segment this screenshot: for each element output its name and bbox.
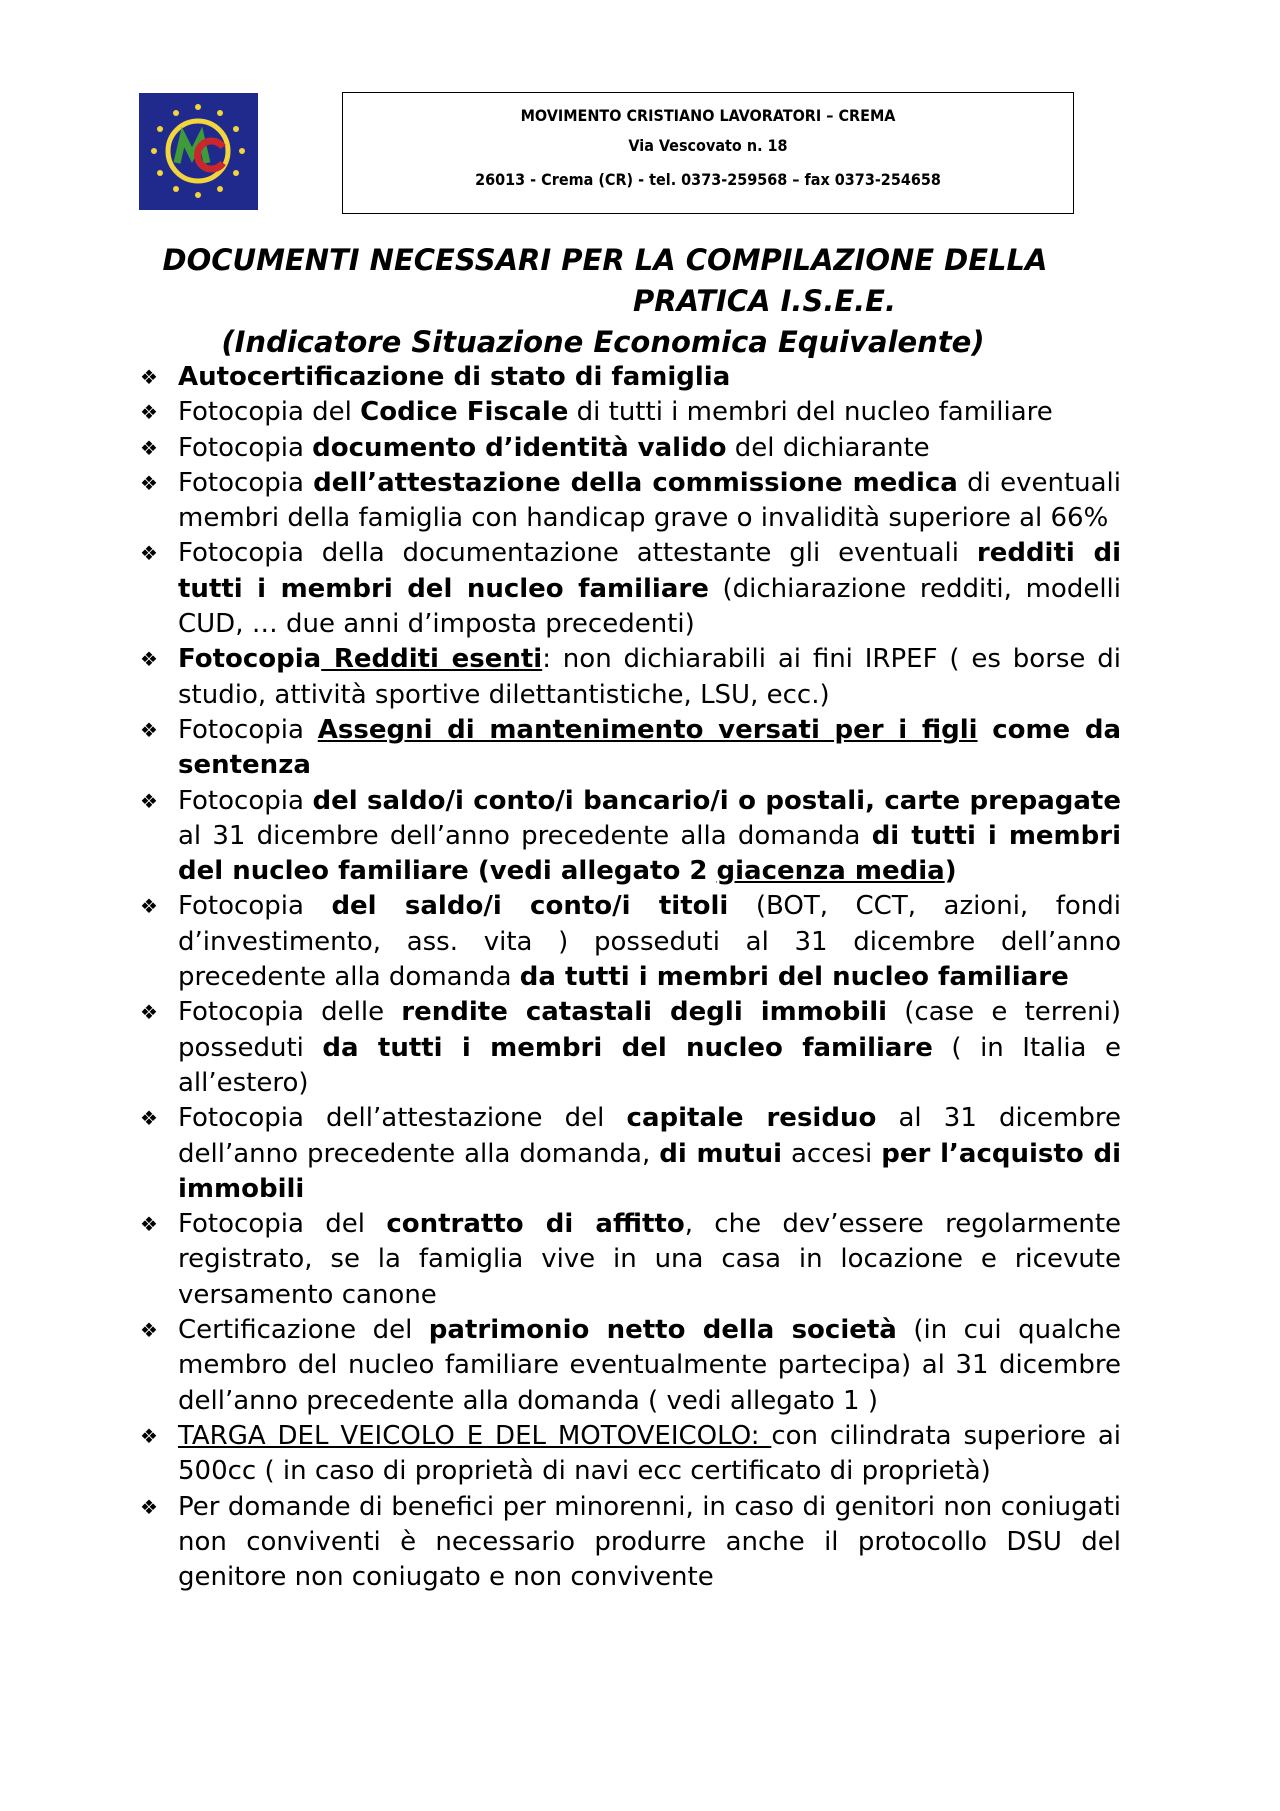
list-item [136, 995, 1121, 1101]
list-item [136, 431, 1121, 466]
list-item [136, 1101, 1121, 1207]
list-item-text: ) [944, 856, 957, 887]
list-item [136, 642, 1121, 713]
diamond-bullet-icon: ❖ [140, 894, 158, 919]
list-item-text: di mutui [659, 1138, 782, 1169]
organization-name: MOVIMENTO CRISTIANO LAVORATORI – CREMA [520, 106, 896, 125]
list-item-text: Fotocopia del [178, 397, 361, 428]
list-item [136, 536, 1121, 642]
organization-header [342, 92, 1074, 214]
list-item-text: del dichiarante [726, 432, 930, 463]
list-item-text: per l’acquisto di immobili [178, 1138, 1121, 1204]
list-item-text: Fotocopia [178, 644, 322, 675]
diamond-bullet-icon: ❖ [140, 541, 158, 566]
diamond-bullet-icon: ❖ [140, 435, 158, 460]
list-item-text: Fotocopia dell’attestazione del [178, 1103, 627, 1134]
list-item [136, 1207, 1121, 1313]
list-item-text: Fotocopia della documentazione attestante gli eventuali [178, 538, 977, 569]
list-item-text: Fotocopia [178, 891, 332, 922]
list-item-text: capitale residuo [626, 1103, 877, 1134]
list-item-text: Redditi esenti [321, 644, 543, 675]
list-item-text: contratto di affitto [386, 1209, 685, 1240]
list-item-text: Assegni di mantenimento versati per i figli [317, 714, 978, 745]
list-item-text: ( in Italia e all’estero) [178, 1032, 1121, 1098]
list-item-text: , che dev’essere regolarmente registrato, se la famiglia vive in una casa in locazione e ricevute versamento canone [178, 1209, 1122, 1310]
list-item-text: di tutti i membri del nucleo familiare (vedi allegato 2 [178, 820, 1121, 887]
document-title [140, 240, 1140, 363]
list-item-text: (BOT, CCT, azioni, fondi d’investimento, ass. vita ) posseduti al 31 dicembre dell’anno precedente alla domanda [178, 891, 1121, 993]
list-item-text: (in cui qualche membro del nucleo familiare eventualmente partecipa) al 31 dicembre dell’anno precedente alla domanda ( vedi allegato 1 ) [178, 1315, 1122, 1416]
list-item [136, 1313, 1121, 1419]
list-item-text: del saldo/i conto/i titoli [331, 891, 729, 922]
list-item-text: (dichiarazione redditi, modelli CUD, … due anni d’imposta precedenti) [178, 573, 1121, 640]
organization-contacts: 26013 - Crema (CR) - tel. 0373-259568 – fax 0373-254658 [475, 170, 941, 189]
list-item-text: Certificazione del [178, 1315, 429, 1346]
organization-logo [139, 93, 258, 210]
diamond-bullet-icon: ❖ [140, 1000, 158, 1025]
list-item-text: Fotocopia [178, 432, 313, 463]
list-item-text: Per domande di benefici per minorenni, in caso di genitori non coniugati non conviventi è necessario produrre anche il protocollo DSU del genitore non coniugato e non convivente [178, 1491, 1121, 1593]
diamond-bullet-icon: ❖ [140, 365, 158, 389]
list-item-text: patrimonio netto della società [428, 1315, 897, 1346]
diamond-bullet-icon: ❖ [140, 1106, 158, 1131]
list-item-text: al 31 dicembre dell’anno precedente alla domanda [178, 820, 872, 851]
list-item-text: giacenza media [716, 856, 945, 887]
list-item-text: Fotocopia delle [178, 997, 402, 1028]
list-item-text: documento d’identità valido [312, 432, 727, 463]
list-item-text: Fotocopia [178, 714, 318, 745]
list-item-text: : non dichiarabili ai fini IRPEF ( es borse di studio, attività sportive dilettantistiche, LSU, ecc.) [178, 644, 1122, 710]
diamond-bullet-icon: ❖ [140, 1423, 158, 1448]
organization-address: Via Vescovato n. 18 [628, 136, 788, 155]
list-item-text: (case e terreni) posseduti [178, 997, 1121, 1063]
list-item [136, 395, 1121, 430]
list-item-text: di eventuali membri della famiglia con handicap grave o invalidità superiore al 66% [178, 467, 1121, 534]
title-line-1: DOCUMENTI NECESSARI PER LA COMPILAZIONE DELLA [162, 243, 1048, 277]
list-item-text: Fotocopia [178, 467, 314, 498]
list-item [136, 784, 1121, 890]
diamond-bullet-icon: ❖ [140, 1494, 158, 1519]
list-item-text: rendite catastali degli immobili [401, 997, 888, 1028]
title-line-2: PRATICA I.S.E.E. [632, 284, 896, 318]
required-documents-list [136, 360, 1121, 1595]
list-item-text: da tutti i membri del nucleo familiare [322, 1032, 933, 1063]
list-item-text: TARGA DEL VEICOLO E DEL MOTOVEICOLO: [178, 1420, 772, 1451]
list-item [136, 713, 1121, 784]
list-item-text: Fotocopia del [178, 1209, 387, 1240]
diamond-bullet-icon: ❖ [140, 470, 158, 495]
list-item-text: Fotocopia [178, 785, 313, 816]
list-item-text: da tutti i membri del nucleo familiare [519, 962, 1069, 993]
list-item [136, 360, 1121, 395]
list-item-text: Autocertificazione di stato di famiglia [178, 362, 731, 392]
diamond-bullet-icon: ❖ [140, 1318, 158, 1343]
list-item [136, 1419, 1121, 1490]
diamond-bullet-icon: ❖ [140, 400, 158, 425]
diamond-bullet-icon: ❖ [140, 717, 158, 742]
list-item-text: al 31 dicembre dell’anno precedente alla domanda, [178, 1103, 1121, 1169]
list-item [136, 466, 1121, 537]
mcl-emblem-icon [139, 93, 258, 210]
list-item-text: redditi di tutti i membri del nucleo familiare [178, 538, 1121, 604]
diamond-bullet-icon: ❖ [140, 788, 158, 813]
list-item-text: come da sentenza [178, 714, 1122, 781]
list-item-text: Codice Fiscale [360, 397, 569, 428]
list-item-text: dell’attestazione della commissione medica [313, 467, 958, 498]
list-item-text: di tutti i membri del nucleo familiare [568, 397, 1053, 428]
list-item [136, 1490, 1121, 1596]
list-item-text: con cilindrata superiore ai 500cc ( in caso di proprietà di navi ecc certificato di proprietà) [178, 1420, 1121, 1487]
diamond-bullet-icon: ❖ [140, 647, 158, 672]
diamond-bullet-icon: ❖ [140, 1212, 158, 1237]
list-item-text: accesi [782, 1138, 882, 1169]
list-item-text: del saldo/i conto/i bancario/i o postali, carte prepagate [312, 785, 1121, 816]
title-line-3: (Indicatore Situazione Economica Equivalente) [221, 325, 985, 359]
list-item [136, 889, 1121, 995]
